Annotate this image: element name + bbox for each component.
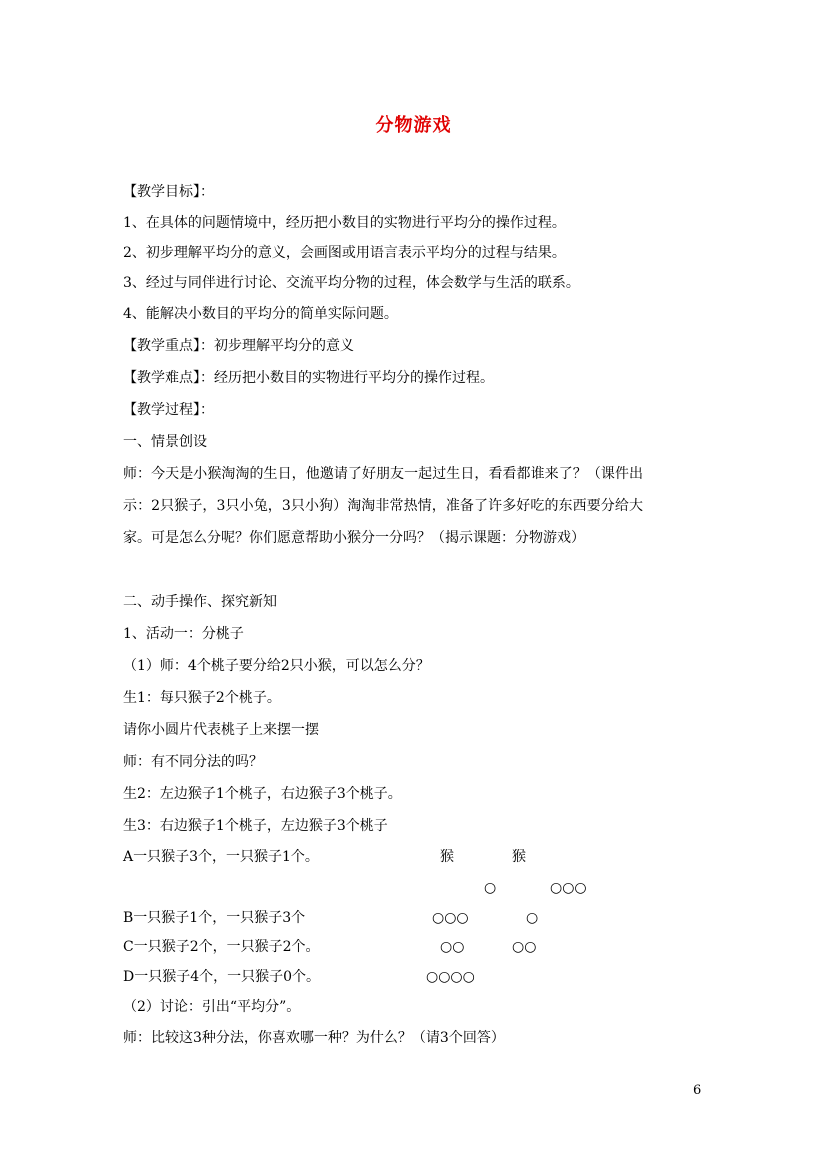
option-b: B一只猴子1个，一只猴子3个 bbox=[123, 910, 306, 926]
objective-item: 1、在具体的问题情境中，经历把小数目的实物进行平均分的操作过程。 bbox=[123, 215, 566, 231]
teacher-compare-question: 师：比较这3种分法，你喜欢哪一种？为什么？（请3个回答） bbox=[123, 1030, 505, 1046]
monkey-label-right: 猴 bbox=[512, 849, 526, 865]
circles-a-right: ○○○ bbox=[550, 880, 587, 896]
activity-heading: 1、活动一：分桃子 bbox=[123, 626, 244, 642]
circles-b-left: ○○○ bbox=[432, 910, 469, 926]
objective-item: 3、经过与同伴进行讨论、交流平均分物的过程，体会数学与生活的联系。 bbox=[123, 275, 580, 291]
option-a: A一只猴子3个，一只猴子1个。 bbox=[123, 849, 319, 865]
circles-c-left: ○○ bbox=[440, 939, 465, 955]
option-c: C一只猴子2个，一只猴子2个。 bbox=[123, 939, 320, 955]
teacher-intro-paragraph: 师：今天是小猴淘淘的生日，他邀请了好朋友一起过生日，看看都谁来了？（课件出示：2只猴子，3只小兔，3只小狗）淘淘非常热情，准备了许多好吃的东西要分给大家。可是怎么分呢？你们愿意帮助小猴分一分吗？（揭示课题：分物游戏） bbox=[123, 466, 643, 546]
discussion-text: （2）讨论：引出“平均分”。 bbox=[123, 999, 301, 1015]
circles-d-left: ○○○○ bbox=[426, 969, 475, 985]
question-text: （1）师：4个桃子要分给2只小猴，可以怎么分？ bbox=[123, 658, 430, 674]
circles-b-right: ○ bbox=[526, 910, 539, 926]
option-d: D一只猴子4个，一只猴子0个。 bbox=[123, 969, 321, 985]
document-title: 分物游戏 bbox=[375, 115, 452, 136]
monkey-label-left: 猴 bbox=[440, 849, 454, 865]
objective-item: 2、初步理解平均分的意义，会画图或用语言表示平均分的过程与结果。 bbox=[123, 245, 566, 261]
section-heading: 一、情景创设 bbox=[123, 434, 207, 450]
student-answer: 生2：左边猴子1个桃子，右边猴子3个桃子。 bbox=[123, 786, 402, 802]
page-number: 6 bbox=[693, 1083, 702, 1098]
teacher-question: 师：有不同分法的吗？ bbox=[123, 754, 263, 770]
instruction-text: 请你小圆片代表桃子上来摆一摆 bbox=[123, 722, 319, 738]
student-answer: 生1：每只猴子2个桃子。 bbox=[123, 690, 281, 706]
student-answer: 生3：右边猴子1个桃子，左边猴子3个桃子 bbox=[123, 818, 388, 834]
key-point: 【教学重点】：初步理解平均分的意义 bbox=[123, 338, 354, 354]
objectives-heading: 【教学目标】： bbox=[123, 184, 214, 200]
circles-a-left: ○ bbox=[484, 880, 497, 896]
section-heading: 二、动手操作、探究新知 bbox=[123, 594, 277, 610]
process-heading: 【教学过程】： bbox=[123, 402, 214, 418]
objective-item: 4、能解决小数目的平均分的简单实际问题。 bbox=[123, 306, 398, 322]
difficulty: 【教学难点】：经历把小数目的实物进行平均分的操作过程。 bbox=[123, 370, 494, 386]
circles-c-right: ○○ bbox=[512, 939, 537, 955]
